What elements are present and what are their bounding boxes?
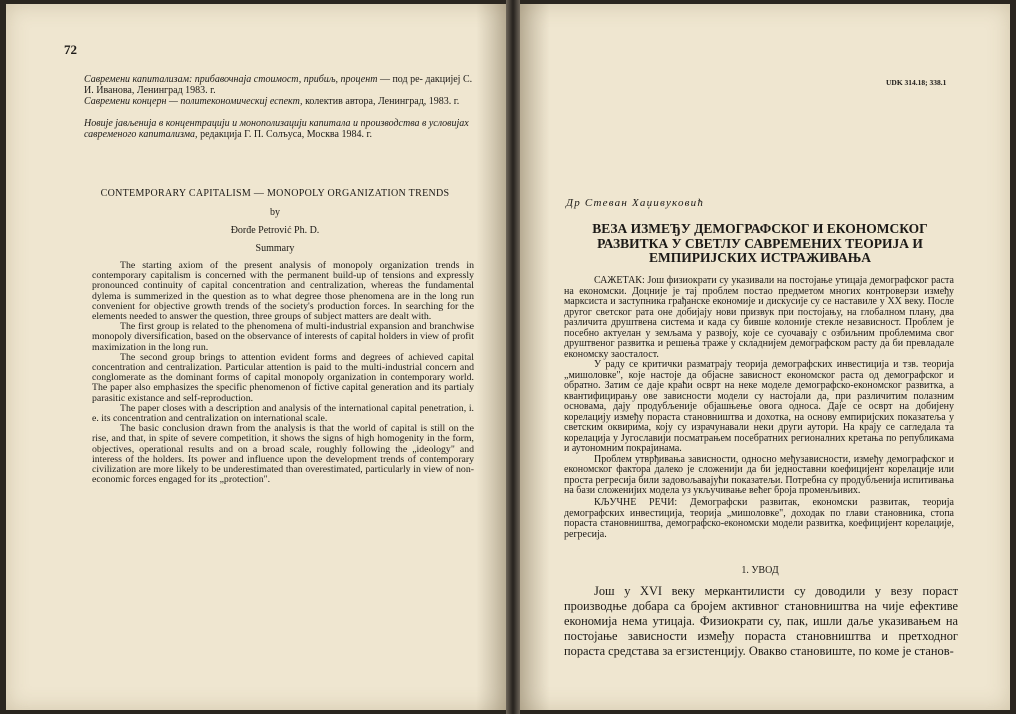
summary-text — [92, 261, 474, 485]
abstract-text — [564, 276, 954, 497]
reference-1 — [84, 74, 484, 96]
page-curl-shadow — [476, 4, 506, 710]
reference-details: колектив автора, Ленинград, 1983. г. — [302, 96, 460, 107]
left-page — [6, 4, 506, 710]
summary-paragraph: The basic conclusion drawn from the analysis is that the world of capital is still on the rise, and that, in spite of severe competition, it shows the signs of high homogenity in the form, objectives, operational results and on a broad scale, roughly following the „ideology" and interess of the holders. Its power and influence upon the development trends of contemporary civilization are more likely to be underestimated than overestimated, particularly in view of non-economic forces engaged for its „protection". — [92, 423, 474, 486]
summary-paragraph: The starting axiom of the present analysis of monopoly organization trends in contemporary capitalism is concerned with the permanent build-up of tensions and expressly pronounced continuity of capital concentration and centralization, whereas the fundamental dylema is summerized in the question as to what degree those phenomena are in the long run convenient for objective growth trends of the society's production forces. In searching for the elements needed to answer the question, three groups of subject matters are dealt with. — [92, 260, 474, 323]
reference-title: Савремени концерн — политекономическиј еспект, — [84, 96, 303, 107]
by-line: by — [270, 207, 280, 218]
udk-code: UDK 314.18; 338.1 — [886, 78, 947, 87]
reference-3 — [84, 118, 484, 140]
keywords — [564, 498, 954, 540]
abstract-paragraph: У раду се критички разматрају теорија демографских инвестиција и тзв. теорија „мишоловке", које настоје да објасне зависност економског раста од демографског и обратно. Затим се даје краћи осврт на неке моделе демографско-економског развитка, а квантифицирању ове зависности модели су настојали да, при различитим полазним основама, дају продубљеније објашњење овога односа. Даје се осврт на добијену корелацију између пораста становништва и дохотка, на основу емпиријских показатеља у светским оквирима, коју су израчунавали неки други аутори. На крају се сагледала та корелација у Југославији посматрањем посебратних регионалних кретања по републикама и аутономним покрајинама. — [564, 359, 954, 454]
summary-paragraph: The first group is related to the phenomena of multi-industrial expansion and branchwise monopoly diversification, based on the observance of interests of capital holders in view of profit maximization in the long run. — [92, 321, 474, 353]
keywords-text: КЉУЧНЕ РЕЧИ: Демографски развитак, економски развитак, теорија демографских инвестиција, теорија „мишоловке", доходак по глави становника, стопа пораста становништва, демографско-економски модели развитка, коефицијент корелације, регресија. — [564, 497, 954, 540]
author-name: Др Стеван Хаџивуковић — [566, 197, 705, 209]
section-heading: 1. УВОД — [741, 565, 779, 576]
summary-paragraph: The paper closes with a description and analysis of the international capital penetration, i. e. its concentration and centralization on international scale. — [92, 402, 474, 425]
article-title: ВЕЗА ИЗМЕЂУ ДЕМОГРАФСКОГ И ЕКОНОМСКОГ РАЗВИТКА У СВЕТЛУ САВРЕМЕНИХ ТЕОРИЈА И ЕМПИРИЈСКИХ ИСТРАЖИВАЊА — [592, 221, 928, 265]
summary-paragraph: The second group brings to attention evident forms and degrees of achieved capital concentration and centralization. Particular attention is paid to the multi-industrial concern and conglomerate as the dominant forms of capital monopoly organization in contemporary world. The paper also emphasizes the specific phenomenon of fictive capital generation and its partialy parasitic existance and self-reproduction. — [92, 351, 474, 404]
reference-details: — под ре- дакцијеј С. И. Иванова, Ленинград 1983. г. — [84, 74, 473, 96]
right-page — [520, 4, 1010, 710]
body-text — [564, 584, 958, 659]
summary-heading: Summary — [255, 243, 295, 254]
page-curl-shadow — [520, 4, 550, 710]
abstract-paragraph: САЖЕТАК: Још физиократи су указивали на постојање утицаја демографског раста на економски. Доцније је тај проблем постао предметом многих контроверзи између марксиста и заступника грађанске економије и дискусије су се наставиле у XX веку. После другог светског рата оне добијају нови призвук при постојању, на глобалном плану, два различита друштвена система и када су бивше колоније стекле независност. Проблем је посебно актуелан у земљама у развоју, које се суочавају с озбиљним проблемима свог друштвеног развитка и решења траже у складнијем демографском расту да би превладале економску заосталост. — [564, 275, 954, 360]
article-title: CONTEMPORARY CAPITALISM — MONOPOLY ORGANIZATION TRENDS — [100, 188, 450, 199]
page-number: 72 — [64, 42, 77, 57]
reference-title: Савремени капитализам: прибавочнаја стоимост, прибиљ, процент — [84, 74, 378, 85]
reference-title: Новије јављенија в концентрацији и монополизацији капитала и производства в условијах савременого капитализма, — [84, 118, 469, 140]
reference-2 — [84, 96, 484, 107]
reference-details: редакција Г. П. Солъуса, Москва 1984. г. — [197, 129, 372, 140]
author-name: Đorđe Petrović Ph. D. — [230, 225, 320, 236]
book-spine-gutter — [506, 0, 520, 714]
abstract-paragraph: Проблем утврђивања зависности, односно међузависности, између демографског и економског фактора далеко је сложенији да би једноставни коефицијент корелације или проста регресија били задовољавајући показатељи. Потребна су продубљенија испитивања на бази сложенијих модела уз укључивање већег броја променљивих. — [564, 453, 954, 496]
body-paragraph: Још у XVI веку меркантилисти су доводили у везу пораст производње добара са бројем активног становништва на чије ефективе економија нема утицаја. Физиократи су, пак, ишли даље указивањем на постојање зависности између пораста становништва и претходног пораста средстава за егзистенцију. Овакво становиште, по коме је станов- — [564, 584, 958, 658]
